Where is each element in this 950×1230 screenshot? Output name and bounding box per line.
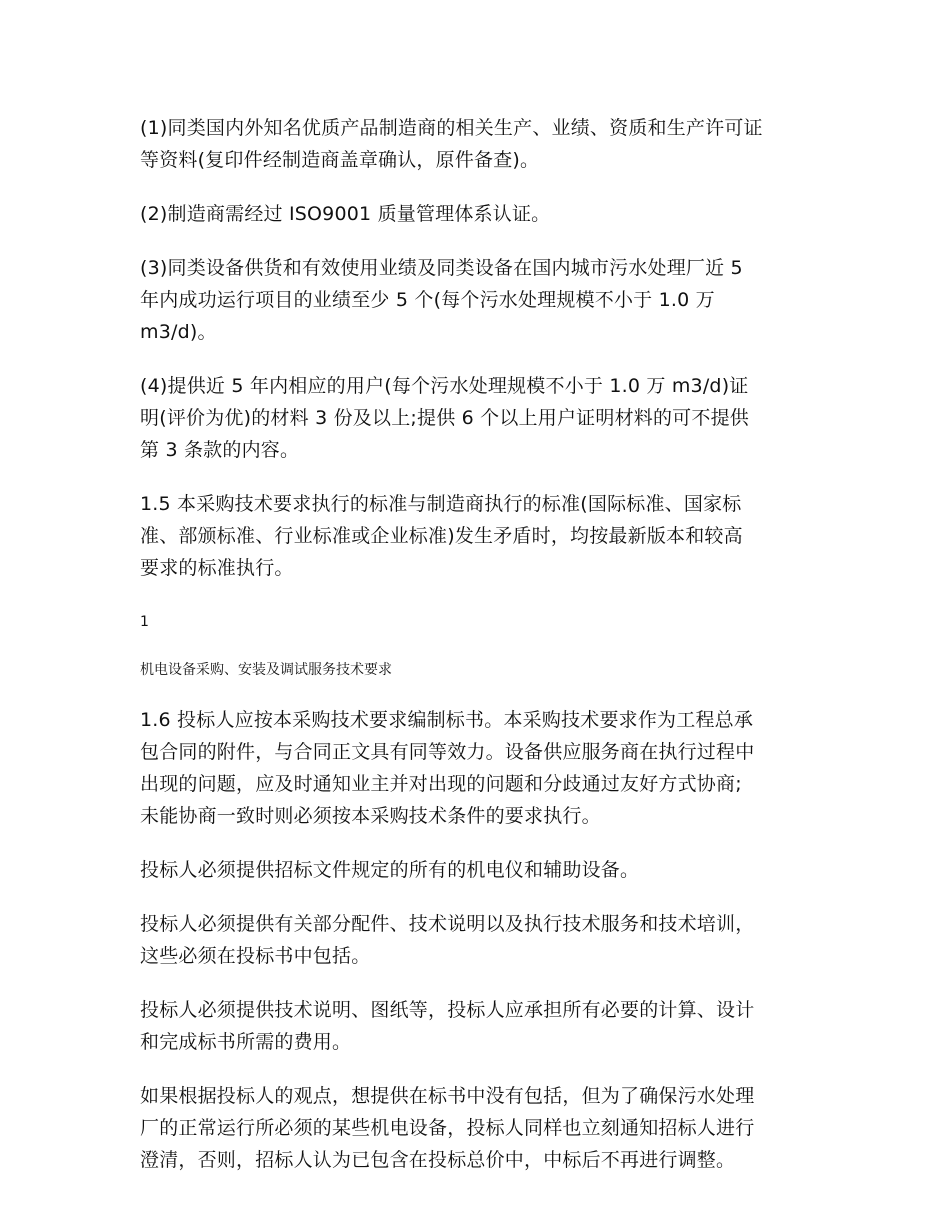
paragraph-clarification: 如果根据投标人的观点，想提供在标书中没有包括，但为了确保污水处理 厂的正常运行所必须的某些机电设备，投标人同样也立刻通知招标人进行 澄清，否则，招标人认为已包含在投标总价中，中标后不再进行调整。 <box>140 1085 755 1171</box>
paragraph-equipment: 投标人必须提供招标文件规定的所有的机电仪和辅助设备。 <box>140 859 640 881</box>
paragraph-parts-training: 投标人必须提供有关部分配件、技术说明以及执行技术服务和技术培训， 这些必须在投标书中包括。 <box>140 913 755 967</box>
paragraph-section-1-6: 1.6 投标人应按本采购技术要求编制标书。本采购技术要求作为工程总承 包合同的附件，与合同正文具有同等效力。设备供应服务商在执行过程中 出现的问题，应及时通知业主并对出现的问题和分歧通过友好方式协商; 未能协商一致时则必须按本采购技术条件的要求执行。 <box>140 709 755 827</box>
paragraph-item-3: (3)同类设备供货和有效使用业绩及同类设备在国内城市污水处理厂近 5 年内成功运行项目的业绩至少 5 个(每个污水处理规模不小于 1.0 万 m3/d)。 <box>140 257 743 343</box>
document-page <box>140 112 820 1176</box>
paragraph-docs-costs: 投标人必须提供技术说明、图纸等，投标人应承担所有必要的计算、设计 和完成标书所需的费用。 <box>140 999 755 1053</box>
paragraph-item-4: (4)提供近 5 年内相应的用户(每个污水处理规模不小于 1.0 万 m3/d)证 明(评价为优)的材料 3 份及以上;提供 6 个以上用户证明材料的可不提供 第 3 条款的内容。 <box>140 375 749 461</box>
paragraph-section-1-5: 1.5 本采购技术要求执行的标准与制造商执行的标准(国际标准、国家标 准、部颁标准、行业标准或企业标准)发生矛盾时，均按最新版本和较高 要求的标准执行。 <box>140 493 743 579</box>
page-number: 1 <box>140 614 149 630</box>
paragraph-item-1: (1)同类国内外知名优质产品制造商的相关生产、业绩、资质和生产许可证 等资料(复印件经制造商盖章确认，原件备查)。 <box>140 117 763 171</box>
paragraph-item-2: (2)制造商需经过 ISO9001 质量管理体系认证。 <box>140 203 551 225</box>
running-header: 机电设备采购、安装及调试服务技术要求 <box>140 662 392 678</box>
